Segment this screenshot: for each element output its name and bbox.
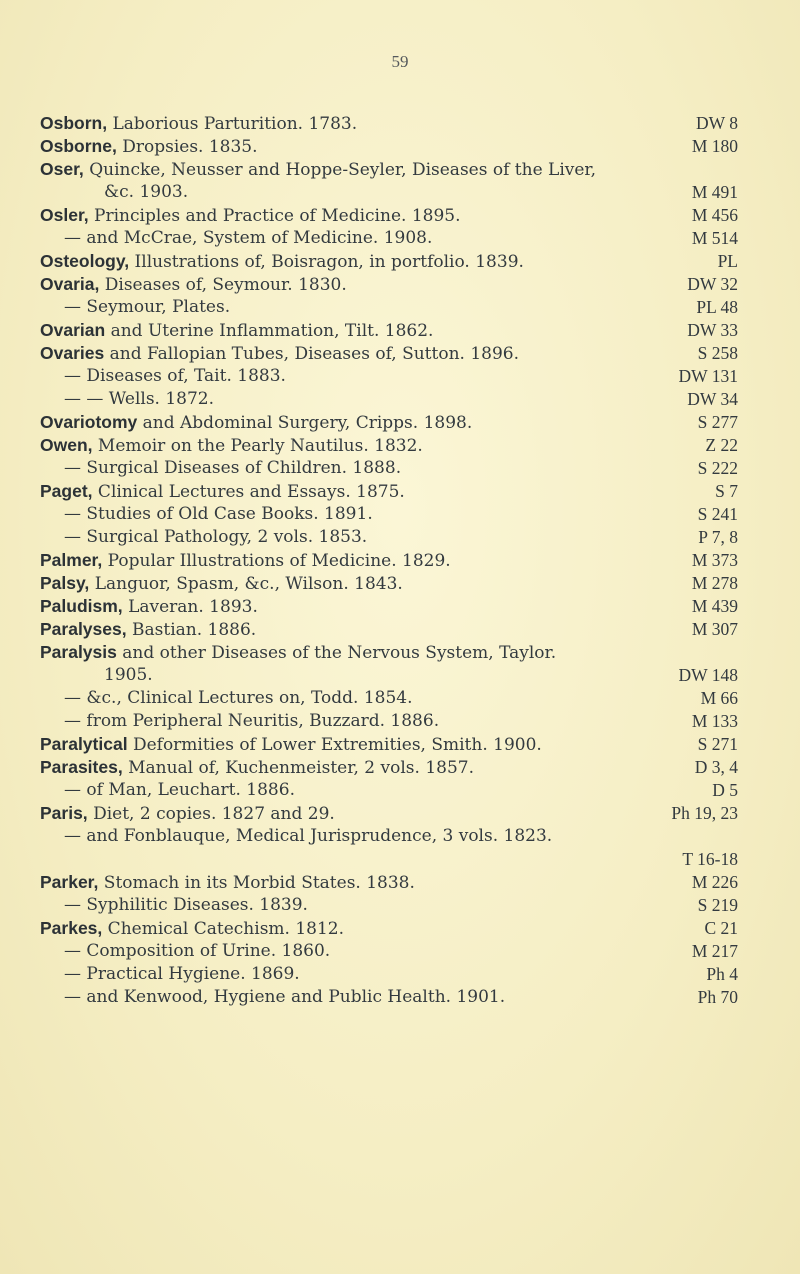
entry-title: and Fallopian Tubes, Diseases of, Sutton. 1896. <box>104 344 519 364</box>
entry-shelfmark: M 217 <box>691 941 738 961</box>
entry-title: 1905. <box>104 665 153 685</box>
entry-title: Manual of, Kuchenmeister, 2 vols. 1857. <box>122 758 475 778</box>
entry-shelfmark: DW 131 <box>678 366 738 386</box>
entry-title: — Surgical Pathology, 2 vols. 1853. <box>64 527 368 547</box>
entry-shelfmark: M 278 <box>691 573 738 593</box>
index-entry <box>40 756 738 779</box>
index-entry <box>40 917 738 940</box>
entry-shelfmark: DW 34 <box>687 389 738 409</box>
index-entry <box>40 894 738 917</box>
entry-shelfmark: M 133 <box>691 711 738 731</box>
entry-title: Chemical Catechism. 1812. <box>102 919 345 939</box>
entry-title: — Composition of Urine. 1860. <box>64 941 331 961</box>
entry-title: Diseases of, Seymour. 1830. <box>99 275 347 295</box>
index-entry <box>40 434 738 457</box>
entry-text <box>40 388 214 411</box>
entry-shelfmark: S 271 <box>697 734 738 754</box>
entry-shelfmark: D 5 <box>712 780 738 800</box>
index-entry <box>40 802 738 825</box>
index-entry <box>40 848 738 871</box>
entry-title: — Seymour, Plates. <box>64 297 231 317</box>
entry-title: — of Man, Leuchart. 1886. <box>64 780 295 800</box>
entry-text <box>40 917 344 941</box>
entry-shelfmark: S 7 <box>715 481 738 501</box>
entry-text <box>40 457 401 480</box>
entry-title: and Uterine Inflammation, Tilt. 1862. <box>105 321 434 341</box>
entry-text <box>40 779 295 802</box>
entry-text <box>40 802 335 826</box>
entry-heading: Paget, <box>40 481 93 501</box>
entry-shelfmark: T 16-18 <box>682 849 738 869</box>
entry-heading: Palsy, <box>40 573 90 593</box>
entry-text <box>40 526 367 549</box>
index-entry <box>40 963 738 986</box>
entry-heading: Parkes, <box>40 918 103 938</box>
entry-title: — Practical Hygiene. 1869. <box>64 964 300 984</box>
entry-text <box>40 664 153 687</box>
entry-title: Bastian. 1886. <box>126 620 257 640</box>
entry-shelfmark: PL 48 <box>696 297 738 317</box>
index-entry <box>40 135 738 158</box>
index-entry <box>40 342 738 365</box>
entry-shelfmark: PL <box>717 251 738 271</box>
index-entry <box>40 687 738 710</box>
entry-title: Laveran. 1893. <box>122 597 258 617</box>
entry-text <box>40 411 472 435</box>
entry-heading: Osteology, <box>40 251 130 271</box>
entry-shelfmark: Ph 19, 23 <box>671 803 738 823</box>
entry-text <box>40 618 256 642</box>
entry-text <box>40 480 405 504</box>
index-entry <box>40 549 738 572</box>
entry-text <box>40 503 373 526</box>
entry-title: — and Fonblauque, Medical Jurisprudence, 3 vols. 1823. <box>64 826 553 846</box>
entry-title: Deformities of Lower Extremities, Smith. 1900. <box>127 735 542 755</box>
entry-shelfmark: Z 22 <box>705 435 738 455</box>
entry-text <box>40 756 474 780</box>
entry-title: Laborious Parturition. 1783. <box>107 114 358 134</box>
entry-heading: Oser, <box>40 159 84 179</box>
index-entry <box>40 112 738 135</box>
entry-heading: Osler, <box>40 205 89 225</box>
entry-title: — Diseases of, Tait. 1883. <box>64 366 286 386</box>
entry-text <box>40 940 330 963</box>
entry-shelfmark: M 226 <box>691 872 738 892</box>
entry-text <box>40 365 286 388</box>
entry-heading: Paralyses, <box>40 619 127 639</box>
entry-title: Clinical Lectures and Essays. 1875. <box>92 482 405 502</box>
entry-title: — Syphilitic Diseases. 1839. <box>64 895 308 915</box>
entry-title: and Abdominal Surgery, Cripps. 1898. <box>137 413 473 433</box>
entry-title: and other Diseases of the Nervous System, Taylor. <box>116 643 557 663</box>
entry-text <box>40 273 347 297</box>
entry-shelfmark: M 439 <box>691 596 738 616</box>
entry-text <box>40 158 596 182</box>
entry-text <box>40 986 505 1009</box>
entry-shelfmark: C 21 <box>704 918 738 938</box>
entry-shelfmark: M 180 <box>691 136 738 156</box>
entry-text <box>40 572 403 596</box>
index-entry <box>40 503 738 526</box>
entry-text <box>40 549 451 573</box>
index-entry <box>40 779 738 802</box>
index-entry <box>40 158 738 181</box>
entry-text <box>40 112 357 136</box>
entry-text <box>40 871 415 895</box>
entry-text <box>40 342 519 366</box>
index-entry <box>40 825 738 848</box>
entry-title: Principles and Practice of Medicine. 1895. <box>88 206 461 226</box>
index-entry <box>40 411 738 434</box>
entry-heading: Ovariotomy <box>40 412 138 432</box>
entry-text <box>40 894 308 917</box>
entry-text <box>40 135 258 159</box>
entry-text <box>40 687 412 710</box>
entry-heading: Parasites, <box>40 757 123 777</box>
entry-shelfmark: M 66 <box>700 688 738 708</box>
entry-text <box>40 296 230 319</box>
entry-shelfmark: M 373 <box>691 550 738 570</box>
entry-title: — &c., Clinical Lectures on, Todd. 1854. <box>64 688 413 708</box>
index-entry <box>40 457 738 480</box>
entry-heading: Ovaria, <box>40 274 100 294</box>
index-entry <box>40 940 738 963</box>
entry-text <box>40 204 460 228</box>
entry-title: Languor, Spasm, &c., Wilson. 1843. <box>89 574 403 594</box>
entry-heading: Paris, <box>40 803 88 823</box>
index-entry <box>40 871 738 894</box>
entry-text <box>40 227 432 250</box>
index-entry <box>40 664 738 687</box>
entry-title: Quincke, Neusser and Hoppe-Seyler, Diseases of the Liver, <box>83 160 597 180</box>
entry-text <box>40 434 423 458</box>
entry-title: Dropsies. 1835. <box>116 137 258 157</box>
entry-title: Diet, 2 copies. 1827 and 29. <box>87 804 335 824</box>
entry-shelfmark: S 241 <box>697 504 738 524</box>
entry-heading: Parker, <box>40 872 99 892</box>
entry-title: — Studies of Old Case Books. 1891. <box>64 504 373 524</box>
entry-shelfmark: S 258 <box>697 343 738 363</box>
entry-shelfmark: P 7, 8 <box>698 527 738 547</box>
entry-text <box>40 595 258 619</box>
entry-shelfmark: M 456 <box>691 205 738 225</box>
index-entry <box>40 296 738 319</box>
index-entry <box>40 641 738 664</box>
entry-text <box>40 250 524 274</box>
index-entry <box>40 480 738 503</box>
entry-text <box>40 710 439 733</box>
entry-heading: Paludism, <box>40 596 123 616</box>
index-entry <box>40 595 738 618</box>
entry-text <box>40 319 433 343</box>
entry-title: — Surgical Diseases of Children. 1888. <box>64 458 402 478</box>
entry-shelfmark: M 514 <box>691 228 738 248</box>
entry-title: Stomach in its Morbid States. 1838. <box>98 873 415 893</box>
entry-title: — — Wells. 1872. <box>64 389 215 409</box>
entry-shelfmark: Ph 70 <box>697 987 738 1007</box>
entry-text <box>40 825 552 848</box>
entry-shelfmark: S 222 <box>697 458 738 478</box>
entry-shelfmark: DW 32 <box>687 274 738 294</box>
entry-title: — and Kenwood, Hygiene and Public Health. 1901. <box>64 987 506 1007</box>
entry-text <box>40 733 542 757</box>
index-entry <box>40 526 738 549</box>
entry-heading: Osborn, <box>40 113 108 133</box>
entry-title: &c. 1903. <box>104 182 189 202</box>
entry-heading: Osborne, <box>40 136 117 156</box>
index-entry <box>40 986 738 1009</box>
entry-text <box>40 963 300 986</box>
entry-title: Illustrations of, Boisragon, in portfolio. 1839. <box>129 252 524 272</box>
entry-text <box>40 181 188 204</box>
index-entry <box>40 204 738 227</box>
index-entry <box>40 618 738 641</box>
entry-heading: Palmer, <box>40 550 103 570</box>
entry-title: Popular Illustrations of Medicine. 1829. <box>102 551 451 571</box>
index-entry <box>40 365 738 388</box>
entry-shelfmark: DW 148 <box>678 665 738 685</box>
index-entry <box>40 388 738 411</box>
entry-shelfmark: M 307 <box>691 619 738 639</box>
entry-text <box>40 641 556 665</box>
entry-title: — and McCrae, System of Medicine. 1908. <box>64 228 433 248</box>
index-entry <box>40 319 738 342</box>
entry-heading: Paralytical <box>40 734 128 754</box>
entry-shelfmark: M 491 <box>691 182 738 202</box>
entry-shelfmark: Ph 4 <box>706 964 738 984</box>
page-number: 59 <box>391 52 409 71</box>
entry-heading: Owen, <box>40 435 93 455</box>
entry-shelfmark: S 219 <box>697 895 738 915</box>
entry-heading: Ovaries <box>40 343 105 363</box>
entry-shelfmark: D 3, 4 <box>694 757 738 777</box>
index-entry <box>40 227 738 250</box>
entry-title: Memoir on the Pearly Nautilus. 1832. <box>92 436 423 456</box>
index-entry <box>40 250 738 273</box>
index-entries <box>40 112 738 1009</box>
entry-heading: Ovarian <box>40 320 106 340</box>
index-entry <box>40 181 738 204</box>
entry-shelfmark: DW 33 <box>687 320 738 340</box>
index-entry <box>40 733 738 756</box>
index-entry <box>40 572 738 595</box>
entry-heading: Paralysis <box>40 642 117 662</box>
index-entry <box>40 273 738 296</box>
entry-shelfmark: DW 8 <box>696 113 738 133</box>
entry-title: — from Peripheral Neuritis, Buzzard. 1886. <box>64 711 440 731</box>
entry-shelfmark: S 277 <box>697 412 738 432</box>
index-entry <box>40 710 738 733</box>
